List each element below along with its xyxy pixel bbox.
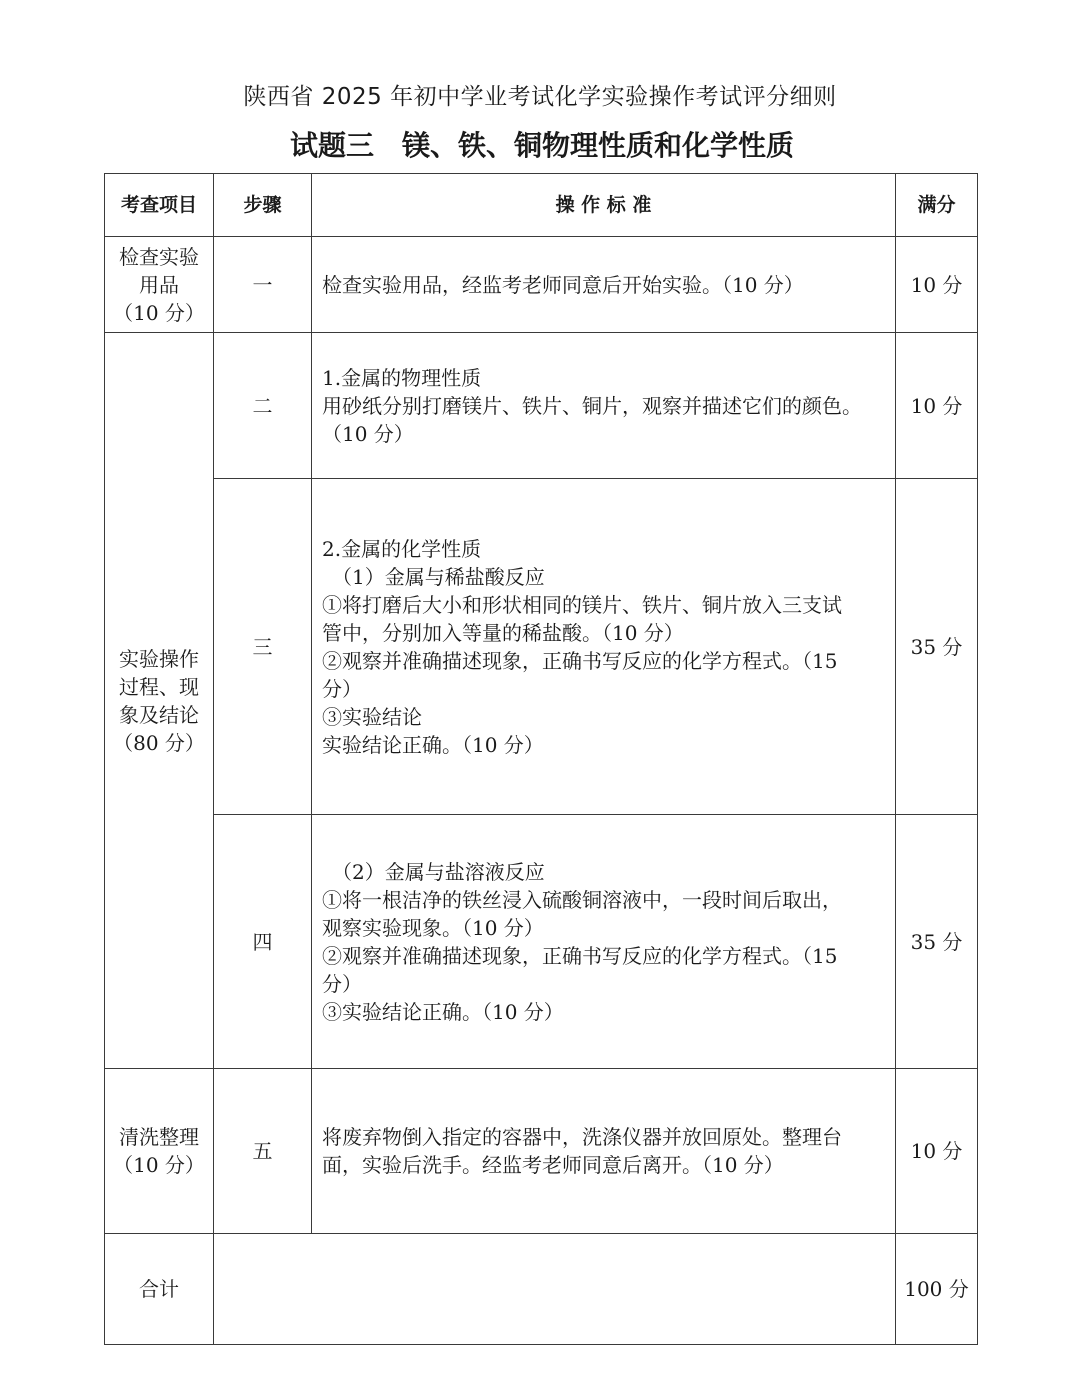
- standard-2: [312, 333, 896, 479]
- standard-line: ③实验结论: [322, 704, 422, 729]
- score-4: 35 分: [896, 815, 978, 1069]
- standard-5: [312, 1069, 896, 1234]
- standard-line: 1.金属的物理性质: [322, 365, 482, 390]
- step-2: 二: [214, 333, 312, 479]
- item-process-line: 实验操作: [119, 646, 199, 671]
- document-title: 陕西省 2025 年初中学业考试化学实验操作考试评分细则: [243, 84, 837, 110]
- item-cleanup-line: 清洗整理: [119, 1125, 199, 1149]
- standard-line: 将废弃物倒入指定的容器中，洗涤仪器并放回原处。整理台: [322, 1125, 842, 1149]
- score-3: 35 分: [896, 479, 978, 815]
- scoring-table: [104, 173, 978, 1345]
- step-5: 五: [214, 1069, 312, 1234]
- standard-line: 分）: [322, 971, 362, 996]
- score-2: 10 分: [896, 333, 978, 479]
- header-standard: 操 作 标 准: [312, 174, 896, 237]
- item-check-line: （10 分）: [113, 300, 205, 325]
- table-header-row: [105, 174, 978, 237]
- standard-line: ②观察并准确描述现象，正确书写反应的化学方程式。（15: [322, 648, 838, 673]
- standard-line: 面，实验后洗手。经监考老师同意后离开。（10 分）: [322, 1153, 784, 1177]
- total-label: 合计: [105, 1234, 214, 1345]
- standard-line: 用砂纸分别打磨镁片、铁片、铜片，观察并描述它们的颜色。: [322, 393, 862, 418]
- step-1: 一: [214, 237, 312, 333]
- item-check-line: 用品: [139, 272, 179, 297]
- standard-line: （1）金属与稀盐酸反应: [332, 564, 545, 589]
- table-row-step3: [105, 479, 978, 815]
- standard-4: [312, 815, 896, 1069]
- header-score: 满分: [896, 174, 978, 237]
- step-4: 四: [214, 815, 312, 1069]
- document-subtitle: 试题三 镁、铁、铜物理性质和化学性质: [289, 129, 794, 162]
- standard-line: ①将一根洁净的铁丝浸入硫酸铜溶液中，一段时间后取出，: [322, 887, 842, 912]
- standard-line: 分）: [322, 676, 362, 701]
- item-process-line: 过程、现: [119, 674, 199, 699]
- standard-1: 检查实验用品，经监考老师同意后开始实验。（10 分）: [312, 237, 896, 333]
- item-check-line: 检查实验: [119, 244, 199, 269]
- item-check: [105, 237, 214, 333]
- table-row-check: [105, 237, 978, 333]
- standard-line: 观察实验现象。（10 分）: [322, 915, 544, 940]
- total-blank: [214, 1234, 896, 1345]
- standard-line: （10 分）: [322, 421, 414, 446]
- score-5: 10 分: [896, 1069, 978, 1234]
- item-cleanup: [105, 1069, 214, 1234]
- total-score: 100 分: [896, 1234, 978, 1345]
- item-process-line: （80 分）: [113, 730, 205, 755]
- score-1: 10 分: [896, 237, 978, 333]
- header-item: 考查项目: [105, 174, 214, 237]
- standard-line: 实验结论正确。（10 分）: [322, 732, 544, 757]
- standard-line: ①将打磨后大小和形状相同的镁片、铁片、铜片放入三支试: [322, 592, 842, 617]
- item-process: [105, 333, 214, 1069]
- step-3: 三: [214, 479, 312, 815]
- item-process-line: 象及结论: [119, 702, 199, 727]
- table-row-total: [105, 1234, 978, 1345]
- table-row-step2: [105, 333, 978, 479]
- standard-line: ②观察并准确描述现象，正确书写反应的化学方程式。（15: [322, 943, 838, 968]
- item-cleanup-line: （10 分）: [113, 1153, 205, 1177]
- table-row-cleanup: [105, 1069, 978, 1234]
- header-step: 步骤: [214, 174, 312, 237]
- standard-line: ③实验结论正确。（10 分）: [322, 999, 564, 1024]
- standard-line: 管中，分别加入等量的稀盐酸。（10 分）: [322, 620, 684, 645]
- standard-3: [312, 479, 896, 815]
- standard-line: 2.金属的化学性质: [322, 536, 482, 561]
- standard-line: （2）金属与盐溶液反应: [332, 859, 545, 884]
- table-row-step4: [105, 815, 978, 1069]
